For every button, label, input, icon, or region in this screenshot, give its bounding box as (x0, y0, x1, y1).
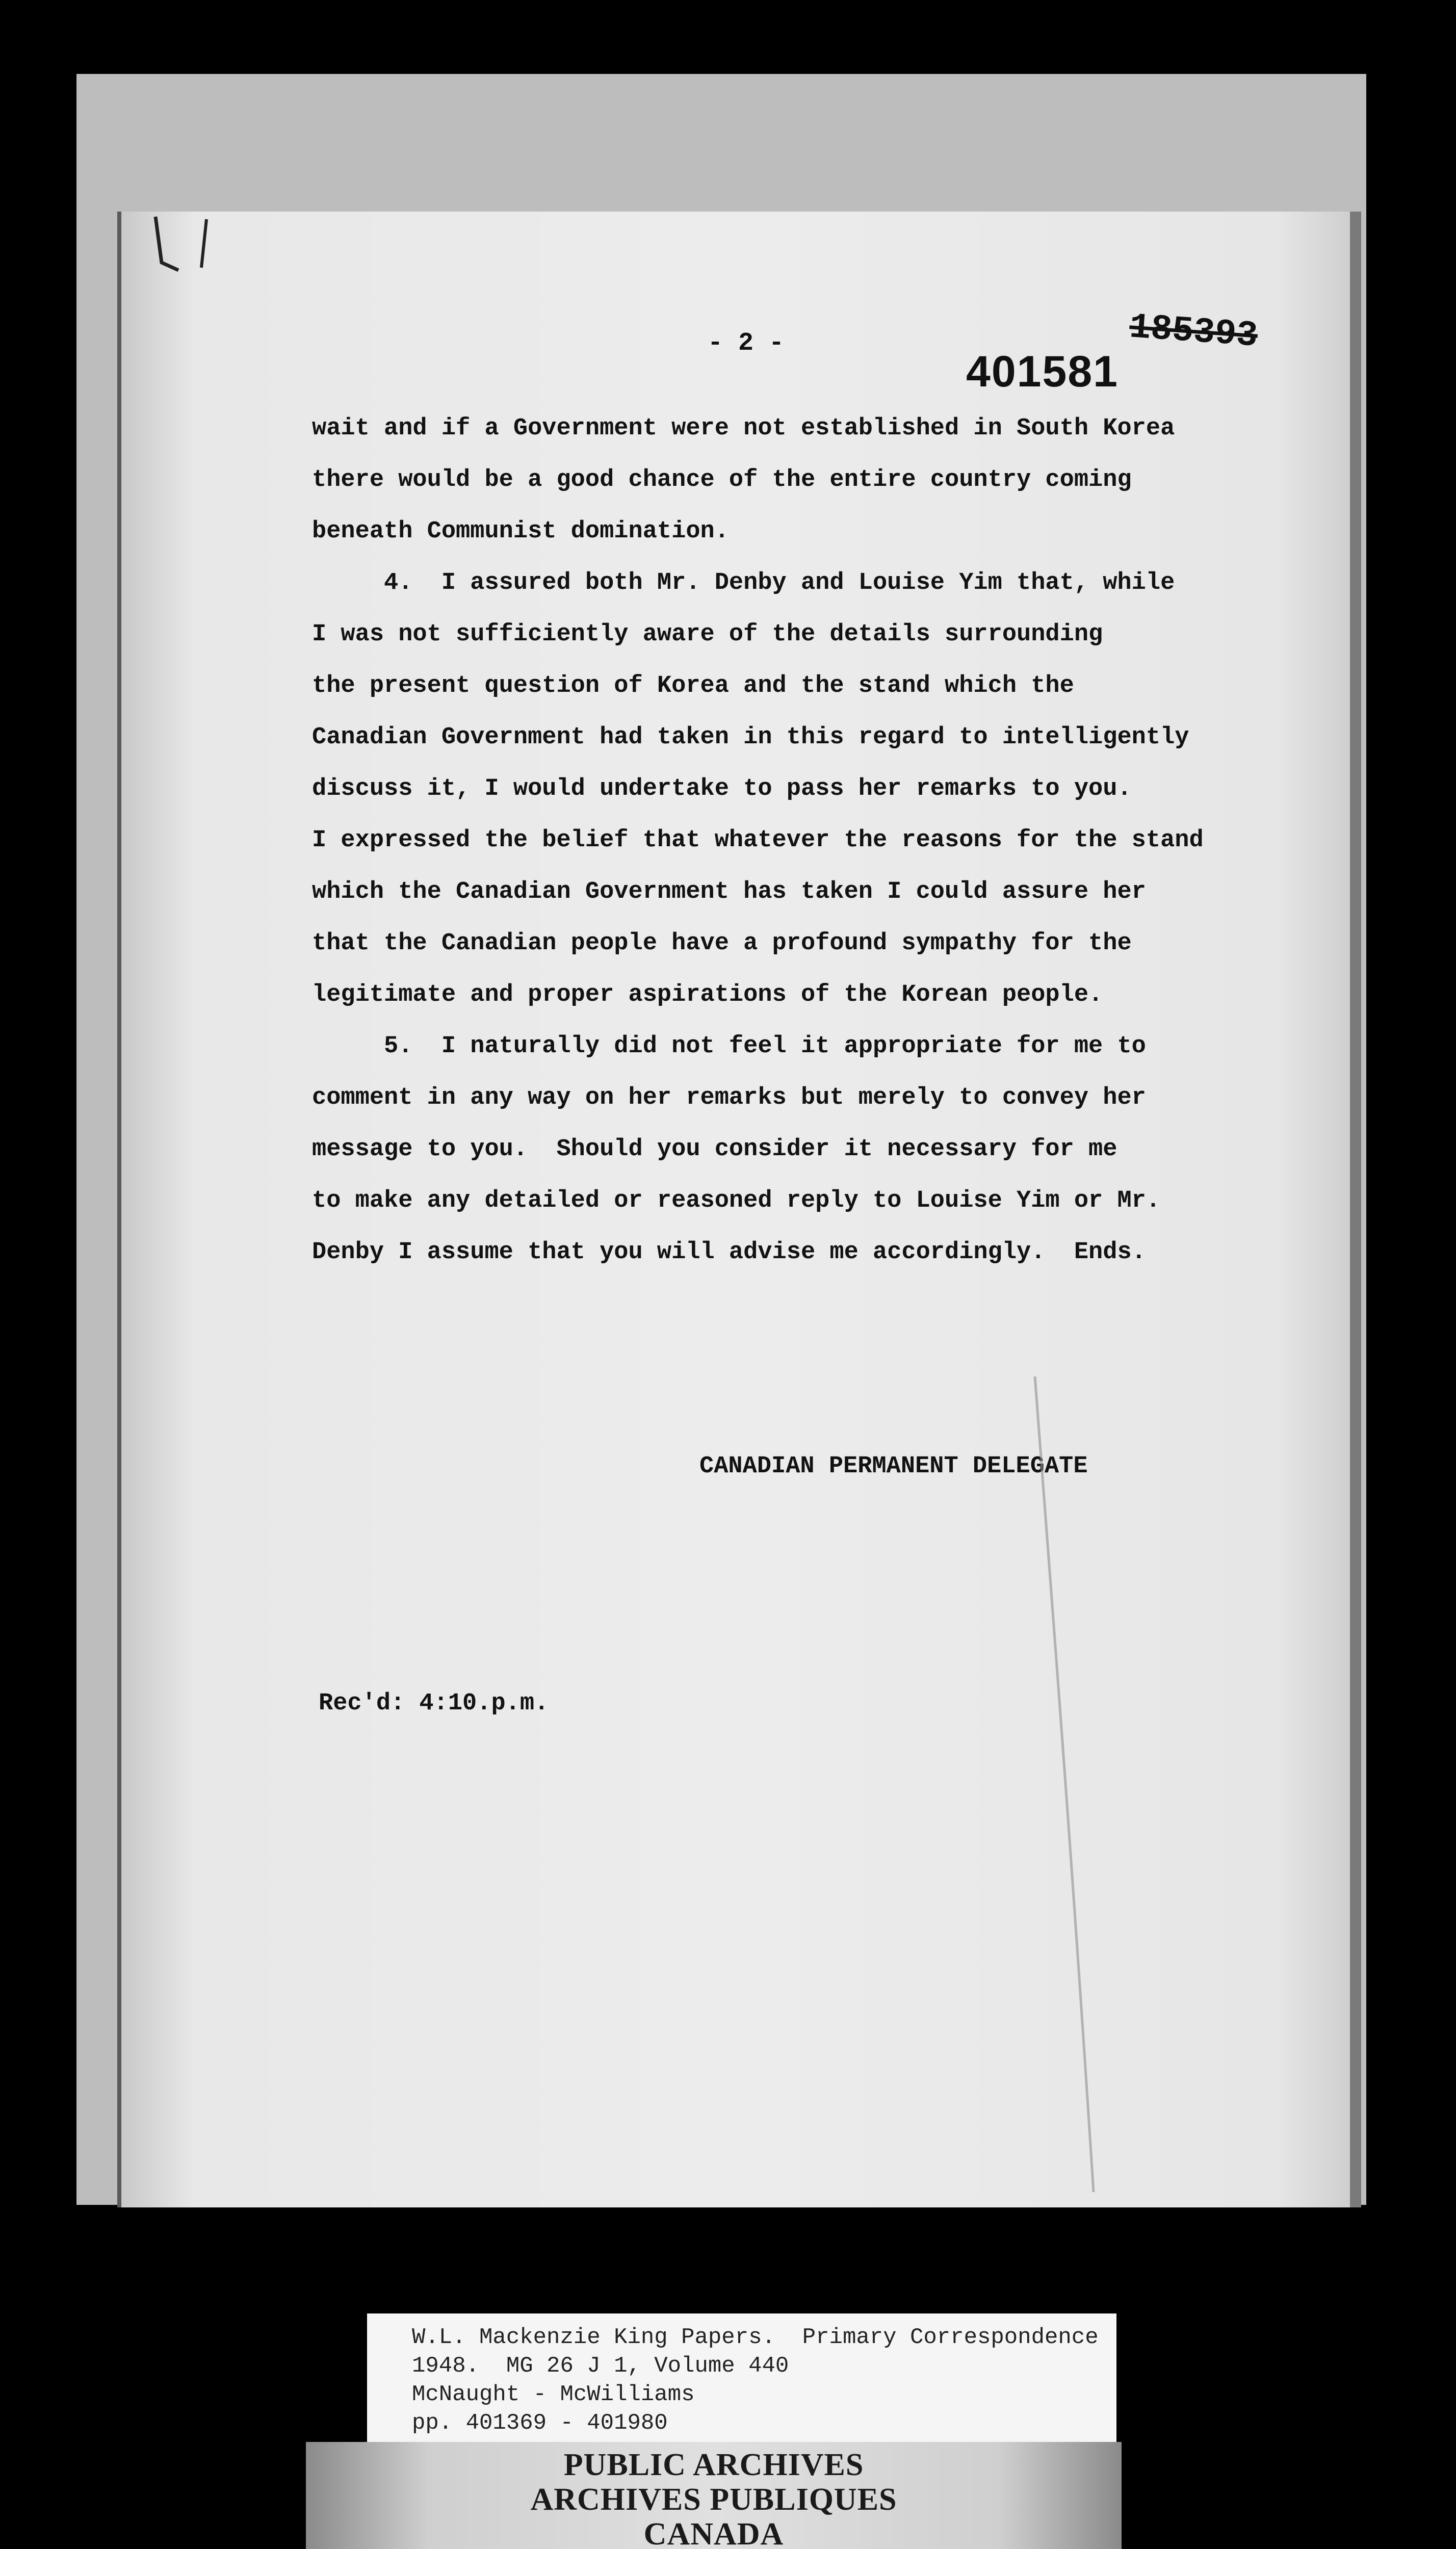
received-time: Rec'd: 4:10.p.m. (319, 1690, 549, 1717)
archives-line: PUBLIC ARCHIVES (563, 2448, 864, 2482)
stamped-document-number: 401581 (966, 347, 1119, 396)
body-line: that the Canadian people have a profound sympathy for the (312, 930, 1132, 957)
paper-crease (1030, 1376, 1101, 2192)
body-line: legitimate and proper aspirations of the Korean people. (312, 981, 1103, 1008)
body-line: which the Canadian Government has taken I could assure her (312, 878, 1146, 905)
signature-block: CANADIAN PERMANENT DELEGATE (699, 1453, 1088, 1480)
body-line: message to you. Should you consider it necessary for me (312, 1136, 1117, 1163)
body-line: discuss it, I would undertake to pass her remarks to you. (312, 775, 1132, 802)
archives-line: CANADA (643, 2517, 784, 2549)
body-line: I was not sufficiently aware of the details surrounding (312, 621, 1103, 648)
catalog-card (367, 2313, 1116, 2443)
body-line: 5. I naturally did not feel it appropriate for me to (312, 1033, 1146, 1060)
body-line: the present question of Korea and the stand which the (312, 672, 1074, 699)
body-line: there would be a good chance of the entire country coming (312, 466, 1132, 493)
letter-body (312, 403, 1311, 1278)
catalog-line: W.L. Mackenzie King Papers. Primary Correspondence (412, 2325, 1099, 2350)
catalog-line: pp. 401369 - 401980 (412, 2410, 668, 2436)
body-line: 4. I assured both Mr. Denby and Louise Yim that, while (312, 569, 1175, 596)
body-line: comment in any way on her remarks but merely to convey her (312, 1084, 1146, 1111)
page-number: - 2 - (708, 329, 785, 358)
body-line: beneath Communist domination. (312, 518, 729, 545)
catalog-line: McNaught - McWilliams (412, 2382, 695, 2407)
archives-line: ARCHIVES PUBLIQUES (530, 2482, 897, 2517)
body-line: Canadian Government had taken in this regard to intelligently (312, 724, 1189, 751)
body-line: to make any detailed or reasoned reply to Louise Yim or Mr. (312, 1187, 1161, 1214)
archives-label (306, 2442, 1122, 2549)
struck-document-number: 185393 (1128, 307, 1259, 357)
paper-corner-mark (150, 214, 222, 280)
body-line: Denby I assume that you will advise me accordingly. Ends. (312, 1239, 1146, 1266)
body-line: wait and if a Government were not established in South Korea (312, 415, 1175, 442)
body-line: I expressed the belief that whatever the reasons for the stand (312, 827, 1204, 854)
catalog-line: 1948. MG 26 J 1, Volume 440 (412, 2353, 789, 2379)
